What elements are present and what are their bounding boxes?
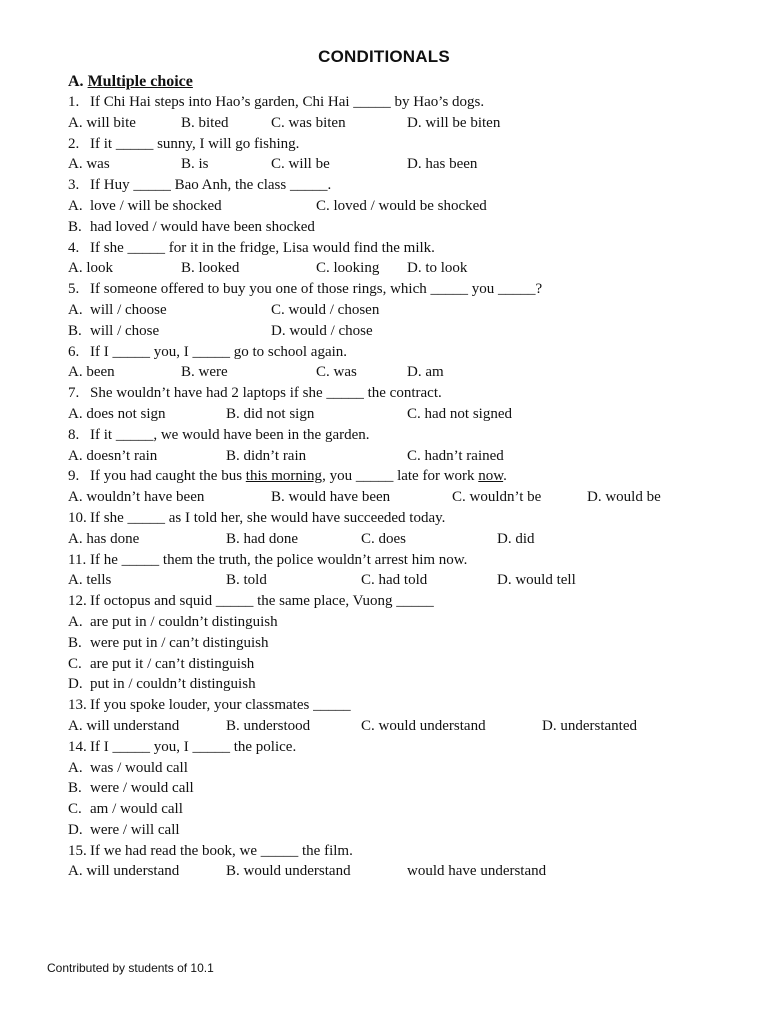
option-b[interactable]: will / chose (90, 322, 160, 339)
page-title: CONDITIONALS (318, 47, 450, 66)
options-15 (68, 863, 748, 884)
section-letter: A. (68, 73, 84, 90)
option-letter-b: B. (68, 780, 82, 797)
options-2 (68, 156, 748, 177)
question-text: If it _____, we would have been in the garden. (90, 426, 370, 443)
question-number: 14. (68, 738, 87, 755)
option-d[interactable]: D. am (407, 364, 444, 381)
question-text: If I _____ you, I _____ go to school again. (90, 343, 348, 360)
option-c[interactable]: C. hadn’t rained (407, 447, 504, 464)
options-12-c (68, 656, 748, 677)
section-name: Multiple choice (87, 73, 193, 90)
options-9 (68, 489, 748, 510)
text-part: If you had caught the bus (90, 468, 246, 485)
option-b[interactable]: B. would have been (271, 489, 391, 506)
option-d[interactable]: D. will be biten (407, 114, 501, 131)
option-b[interactable]: B. had done (226, 530, 299, 547)
options-7 (68, 406, 748, 427)
question-number: 10. (68, 509, 87, 526)
options-5-row-2 (68, 323, 748, 344)
options-3-row-2 (68, 219, 748, 240)
question-text: If he _____ them the truth, the police wouldn’t arrest him now. (90, 551, 468, 568)
question-4 (68, 240, 748, 261)
question-14 (68, 739, 748, 760)
options-6 (68, 364, 748, 385)
option-letter-b: B. (68, 634, 82, 651)
option-b[interactable]: B. told (226, 572, 267, 589)
options-11 (68, 572, 748, 593)
options-10 (68, 531, 748, 552)
option-a[interactable]: A. wouldn’t have been (68, 489, 205, 506)
question-2 (68, 136, 748, 157)
option-a[interactable]: A. doesn’t rain (68, 447, 158, 464)
option-letter-d: D. (68, 676, 83, 693)
section-heading (68, 73, 193, 91)
question-text: If she _____ for it in the fridge, Lisa would find the milk. (90, 239, 435, 256)
question-number: 13. (68, 697, 87, 714)
question-list (68, 94, 748, 884)
option-c[interactable]: am / would call (90, 801, 183, 818)
option-c[interactable]: C. does (361, 530, 406, 547)
option-d[interactable]: D. has been (407, 156, 478, 173)
question-text: If we had read the book, we _____ the film. (90, 842, 353, 859)
option-c[interactable]: C. looking (316, 260, 380, 277)
option-letter-a: A. (68, 301, 83, 318)
option-letter-c: C. (68, 801, 82, 818)
option-c[interactable]: C. would understand (361, 717, 486, 734)
question-text: She wouldn’t have had 2 laptops if she _____ the contract. (90, 385, 442, 402)
question-number: 4. (68, 239, 80, 256)
question-number: 9. (68, 468, 80, 485)
options-12-a (68, 614, 748, 635)
option-a[interactable]: A. will understand (68, 863, 180, 880)
question-number: 8. (68, 426, 80, 443)
option-letter-a: A. (68, 197, 83, 214)
question-text: If Huy _____ Bao Anh, the class _____. (90, 177, 332, 194)
question-number: 2. (68, 135, 80, 152)
option-a[interactable]: A. has done (68, 530, 140, 547)
question-5 (68, 281, 748, 302)
question-number: 3. (68, 177, 80, 194)
option-b[interactable]: B. bited (181, 114, 229, 131)
question-text: If Chi Hai steps into Hao’s garden, Chi Hai _____ by Hao’s dogs. (90, 94, 485, 110)
options-14-a (68, 760, 748, 781)
underlined-word: now (478, 468, 504, 485)
option-b[interactable]: B. would understand (226, 863, 351, 880)
question-number: 7. (68, 385, 80, 402)
option-a[interactable]: A. look (68, 260, 113, 277)
option-b[interactable]: B. were (181, 364, 228, 381)
option-letter-d: D. (68, 821, 83, 838)
question-9 (68, 468, 748, 489)
question-7 (68, 385, 748, 406)
question-number: 5. (68, 281, 80, 298)
option-a[interactable]: A. was (68, 156, 110, 173)
question-text: If she _____ as I told her, she would have succeeded today. (90, 509, 446, 526)
text-part: . (503, 468, 507, 485)
option-d[interactable]: D. did (497, 530, 535, 547)
option-letter-b: B. (68, 322, 82, 339)
option-b[interactable]: were put in / can’t distinguish (90, 634, 269, 651)
option-a[interactable]: A. been (68, 364, 115, 381)
underlined-phrase: this morning (245, 468, 323, 485)
question-11 (68, 552, 748, 573)
option-a[interactable]: love / will be shocked (90, 197, 222, 214)
option-c[interactable]: would have understand (407, 863, 547, 880)
options-13 (68, 718, 748, 739)
option-d[interactable]: D. to look (407, 260, 468, 277)
options-14-d (68, 822, 748, 843)
question-number: 6. (68, 343, 80, 360)
options-8 (68, 448, 748, 469)
question-12 (68, 593, 748, 614)
question-10 (68, 510, 748, 531)
question-text: If it _____ sunny, I will go fishing. (90, 135, 300, 152)
question-8 (68, 427, 748, 448)
option-c[interactable]: C. had told (361, 572, 428, 589)
option-d[interactable]: D. would be (587, 489, 661, 506)
option-letter-a: A. (68, 759, 83, 776)
option-a[interactable]: A. does not sign (68, 405, 166, 422)
option-d[interactable]: D. understanted (542, 717, 637, 734)
option-a[interactable]: A. will understand (68, 717, 180, 734)
option-c[interactable]: are put it / can’t distinguish (90, 655, 255, 672)
question-text (90, 468, 507, 485)
option-b[interactable]: B. didn’t rain (226, 447, 307, 464)
option-c[interactable]: C. will be (271, 156, 330, 173)
question-number: 1. (68, 94, 80, 110)
option-letter-c: C. (68, 655, 82, 672)
text-part: , you _____ late for work (322, 468, 479, 485)
question-text: If I _____ you, I _____ the police. (90, 738, 297, 755)
option-c[interactable]: C. wouldn’t be (452, 489, 542, 506)
option-a[interactable]: are put in / couldn’t distinguish (90, 613, 278, 630)
question-13 (68, 697, 748, 718)
option-a[interactable]: A. tells (68, 572, 112, 589)
option-letter-b: B. (68, 218, 82, 235)
option-a[interactable]: A. will bite (68, 114, 136, 131)
question-6 (68, 344, 748, 365)
option-b[interactable]: were / would call (90, 780, 194, 797)
options-1 (68, 115, 748, 136)
option-a[interactable]: was / would call (90, 759, 188, 776)
question-number: 15. (68, 842, 87, 859)
question-text: If someone offered to buy you one of those rings, which _____ you _____? (90, 281, 543, 298)
option-d[interactable]: D. would / chose (271, 322, 373, 339)
option-d[interactable]: put in / couldn’t distinguish (90, 676, 256, 693)
option-c[interactable]: C. was (316, 364, 357, 381)
question-1 (68, 94, 748, 115)
options-5-row-1 (68, 302, 748, 323)
footer-credit: Contributed by students of 10.1 (47, 961, 214, 975)
options-4 (68, 260, 748, 281)
option-d[interactable]: were / will call (90, 821, 180, 838)
option-c[interactable]: C. had not signed (407, 405, 512, 422)
option-b[interactable]: B. did not sign (226, 405, 315, 422)
option-d[interactable]: D. would tell (497, 572, 576, 589)
option-c[interactable]: C. loved / would be shocked (316, 197, 487, 214)
question-text: If you spoke louder, your classmates _____ (90, 697, 351, 714)
option-letter-a: A. (68, 613, 83, 630)
question-number: 12. (68, 593, 87, 610)
options-12-d (68, 676, 748, 697)
options-12-b (68, 635, 748, 656)
question-number: 11. (68, 551, 87, 568)
option-b[interactable]: had loved / would have been shocked (90, 218, 315, 235)
option-c[interactable]: C. was biten (271, 114, 346, 131)
options-14-c (68, 801, 748, 822)
option-b[interactable]: B. understood (226, 717, 311, 734)
option-a[interactable]: will / choose (90, 301, 167, 318)
options-14-b (68, 780, 748, 801)
option-c[interactable]: C. would / chosen (271, 301, 380, 318)
question-text: If octopus and squid _____ the same place, Vuong _____ (90, 593, 434, 610)
question-3 (68, 177, 748, 198)
question-15 (68, 843, 748, 864)
option-b[interactable]: B. is (181, 156, 209, 173)
options-3-row-1 (68, 198, 748, 219)
option-b[interactable]: B. looked (181, 260, 240, 277)
